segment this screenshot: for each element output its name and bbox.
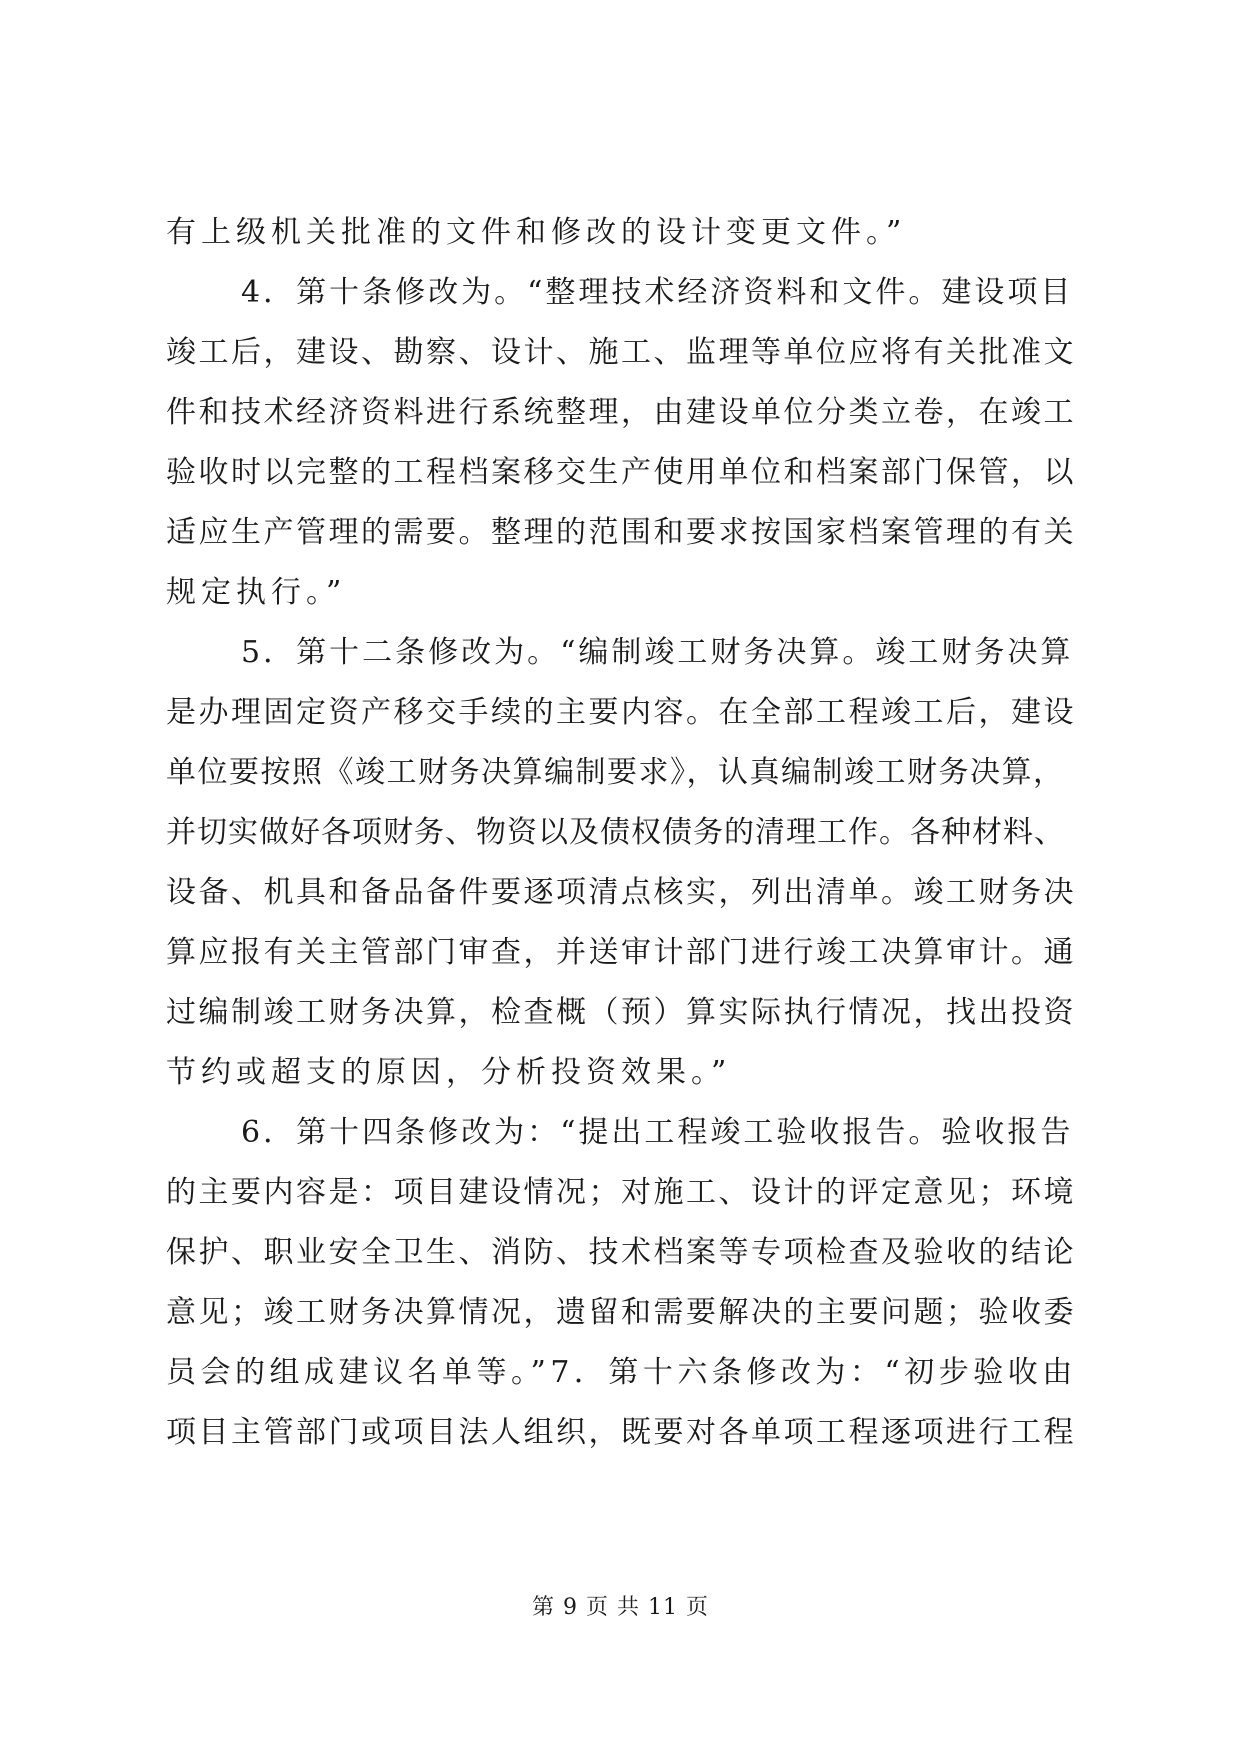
text-line: 设备、机具和备品备件要逐项清点核实，列出清单。竣工财务决 [166,875,1076,910]
text-line: 算应报有关主管部门审查，并送审计部门进行竣工决算审计。通 [166,935,1076,970]
text-line: 5．第十二条修改为。“编制竣工财务决算。竣工财务决算 [241,635,1074,670]
text-line: 有上级机关批准的文件和修改的设计变更文件。” [166,215,907,250]
text-line: 6．第十四条修改为：“提出工程竣工验收报告。验收报告 [241,1115,1074,1150]
text-line: 件和技术经济资料进行系统整理，由建设单位分类立卷，在竣工 [166,395,1076,430]
text-line: 规定执行。” [166,575,347,610]
text-line: 意见；竣工财务决算情况，遗留和需要解决的主要问题；验收委 [166,1295,1076,1330]
text-line: 过编制竣工财务决算，检查概（预）算实际执行情况，找出投资 [166,995,1076,1030]
text-line: 验收时以完整的工程档案移交生产使用单位和档案部门保管，以 [166,455,1076,490]
text-line: 的主要内容是：项目建设情况；对施工、设计的评定意见；环境 [166,1175,1076,1210]
page-number-footer: 第 9 页 共 11 页 [532,1595,709,1620]
text-line: 员会的组成建议名单等。”7．第十六条修改为：“初步验收由 [166,1355,1077,1390]
text-line: 竣工后，建设、勘察、设计、施工、监理等单位应将有关批准文 [166,335,1076,370]
text-line: 保护、职业安全卫生、消防、技术档案等专项检查及验收的结论 [166,1235,1076,1270]
text-line: 单位要按照《竣工财务决算编制要求》，认真编制竣工财务决算， [166,755,1065,790]
text-line: 节约或超支的原因，分析投资效果。” [166,1055,732,1090]
text-line: 适应生产管理的需要。整理的范围和要求按国家档案管理的有关 [166,515,1076,550]
text-line: 并切实做好各项财务、物资以及债权债务的清理工作。各种材料、 [166,815,1065,850]
text-line: 项目主管部门或项目法人组织，既要对各单项工程逐项进行工程 [166,1415,1076,1450]
text-line: 4．第十条修改为。“整理技术经济资料和文件。建设项目 [241,275,1074,310]
text-line: 是办理固定资产移交手续的主要内容。在全部工程竣工后，建设 [166,695,1076,730]
